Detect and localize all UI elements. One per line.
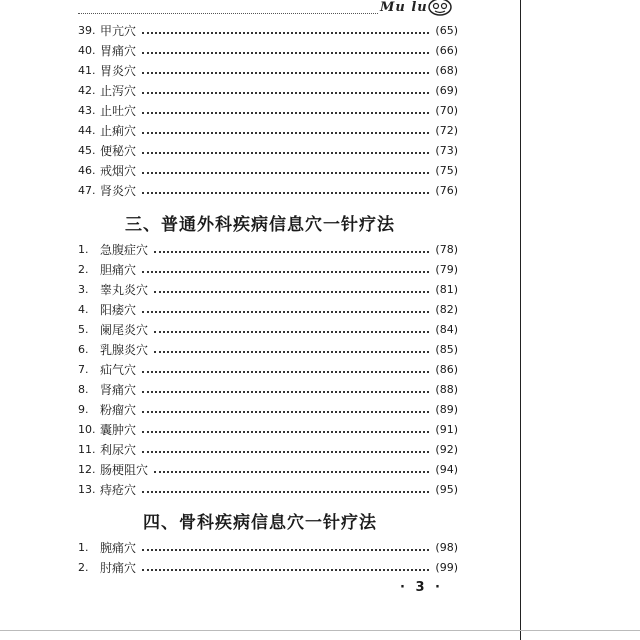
header-dotted-rule bbox=[78, 13, 378, 14]
entry-title: 粉瘤穴 bbox=[100, 402, 137, 417]
toc-entry[interactable] bbox=[78, 260, 458, 278]
toc-entry[interactable] bbox=[78, 460, 458, 478]
entry-page: (72) bbox=[435, 123, 458, 137]
dot-leader bbox=[142, 72, 429, 74]
entry-number: 43. bbox=[78, 103, 96, 117]
running-header-label: Mu lu bbox=[380, 0, 428, 15]
entry-title: 腕痛穴 bbox=[100, 540, 137, 555]
dot-leader bbox=[142, 132, 429, 134]
toc-entry[interactable] bbox=[78, 300, 458, 318]
entry-page: (91) bbox=[435, 422, 458, 436]
entry-title: 胆痛穴 bbox=[100, 262, 137, 277]
entry-number: 2. bbox=[78, 262, 89, 276]
entry-title: 利尿穴 bbox=[100, 442, 137, 457]
section-heading: 四、骨科疾病信息穴一针疗法 bbox=[143, 513, 377, 533]
toc-entry[interactable] bbox=[78, 538, 458, 556]
toc-entry[interactable] bbox=[78, 181, 458, 199]
entry-page: (86) bbox=[435, 362, 458, 376]
dot-leader bbox=[142, 172, 429, 174]
dot-leader bbox=[142, 491, 429, 493]
dot-leader bbox=[154, 291, 429, 293]
toc-entry[interactable] bbox=[78, 21, 458, 39]
entry-title: 便秘穴 bbox=[100, 143, 137, 158]
entry-number: 1. bbox=[78, 540, 89, 554]
entry-page: (95) bbox=[435, 482, 458, 496]
dot-leader bbox=[142, 391, 429, 393]
entry-title: 胃炎穴 bbox=[100, 63, 137, 78]
entry-title: 乳腺炎穴 bbox=[100, 342, 149, 357]
dot-leader bbox=[142, 271, 429, 273]
entry-number: 13. bbox=[78, 482, 96, 496]
entry-number: 11. bbox=[78, 442, 96, 456]
toc-entry[interactable] bbox=[78, 121, 458, 139]
entry-title: 肠梗阻穴 bbox=[100, 462, 149, 477]
entry-number: 41. bbox=[78, 63, 96, 77]
dot-leader bbox=[154, 331, 429, 333]
entry-title: 止吐穴 bbox=[100, 103, 137, 118]
entry-number: 5. bbox=[78, 322, 89, 336]
entry-number: 3. bbox=[78, 282, 89, 296]
toc-entry[interactable] bbox=[78, 400, 458, 418]
toc-entry[interactable] bbox=[78, 480, 458, 498]
entry-page: (94) bbox=[435, 462, 458, 476]
dot-leader bbox=[142, 311, 429, 313]
publisher-logo-icon bbox=[427, 0, 453, 16]
entry-number: 8. bbox=[78, 382, 89, 396]
toc-entry[interactable] bbox=[78, 360, 458, 378]
dot-leader bbox=[142, 569, 429, 571]
entry-title: 痔疮穴 bbox=[100, 482, 137, 497]
page-number: · 3 · bbox=[400, 580, 443, 595]
entry-number: 12. bbox=[78, 462, 96, 476]
entry-page: (68) bbox=[435, 63, 458, 77]
entry-page: (70) bbox=[435, 103, 458, 117]
entry-number: 44. bbox=[78, 123, 96, 137]
toc-entry[interactable] bbox=[78, 320, 458, 338]
dot-leader bbox=[154, 351, 429, 353]
dot-leader bbox=[142, 411, 429, 413]
toc-entry[interactable] bbox=[78, 41, 458, 59]
entry-title: 肘痛穴 bbox=[100, 560, 137, 575]
entry-title: 睾丸炎穴 bbox=[100, 282, 149, 297]
dot-leader bbox=[142, 32, 429, 34]
entry-page: (85) bbox=[435, 342, 458, 356]
entry-number: 1. bbox=[78, 242, 89, 256]
toc-entry[interactable] bbox=[78, 380, 458, 398]
entry-page: (75) bbox=[435, 163, 458, 177]
entry-page: (78) bbox=[435, 242, 458, 256]
dot-leader bbox=[142, 451, 429, 453]
entry-number: 39. bbox=[78, 23, 96, 37]
entry-page: (76) bbox=[435, 183, 458, 197]
page-edge-rule bbox=[520, 0, 521, 640]
entry-page: (99) bbox=[435, 560, 458, 574]
dot-leader bbox=[142, 92, 429, 94]
entry-page: (81) bbox=[435, 282, 458, 296]
entry-title: 胃痛穴 bbox=[100, 43, 137, 58]
entry-page: (84) bbox=[435, 322, 458, 336]
toc-entry[interactable] bbox=[78, 101, 458, 119]
toc-entry[interactable] bbox=[78, 340, 458, 358]
entry-page: (98) bbox=[435, 540, 458, 554]
entry-number: 45. bbox=[78, 143, 96, 157]
entry-title: 肾炎穴 bbox=[100, 183, 137, 198]
toc-entry[interactable] bbox=[78, 161, 458, 179]
entry-page: (92) bbox=[435, 442, 458, 456]
entry-page: (73) bbox=[435, 143, 458, 157]
entry-number: 40. bbox=[78, 43, 96, 57]
toc-entry[interactable] bbox=[78, 440, 458, 458]
entry-title: 疝气穴 bbox=[100, 362, 137, 377]
entry-number: 6. bbox=[78, 342, 89, 356]
bottom-edge-rule bbox=[0, 630, 640, 631]
entry-title: 戒烟穴 bbox=[100, 163, 137, 178]
section-heading: 三、普通外科疾病信息穴一针疗法 bbox=[125, 215, 395, 235]
toc-entry[interactable] bbox=[78, 240, 458, 258]
entry-page: (79) bbox=[435, 262, 458, 276]
toc-entry[interactable] bbox=[78, 280, 458, 298]
entry-number: 2. bbox=[78, 560, 89, 574]
toc-entry[interactable] bbox=[78, 420, 458, 438]
dot-leader bbox=[142, 549, 429, 551]
toc-entry[interactable] bbox=[78, 141, 458, 159]
dot-leader bbox=[142, 52, 429, 54]
entry-number: 10. bbox=[78, 422, 96, 436]
entry-page: (65) bbox=[435, 23, 458, 37]
dot-leader bbox=[142, 192, 429, 194]
entry-number: 47. bbox=[78, 183, 96, 197]
entry-title: 急腹症穴 bbox=[100, 242, 149, 257]
dot-leader bbox=[154, 471, 429, 473]
entry-title: 囊肿穴 bbox=[100, 422, 137, 437]
entry-page: (89) bbox=[435, 402, 458, 416]
dot-leader bbox=[142, 112, 429, 114]
toc-entry[interactable] bbox=[78, 558, 458, 576]
dot-leader bbox=[142, 371, 429, 373]
entry-number: 9. bbox=[78, 402, 89, 416]
entry-page: (66) bbox=[435, 43, 458, 57]
toc-entry[interactable] bbox=[78, 61, 458, 79]
entry-page: (82) bbox=[435, 302, 458, 316]
entry-number: 4. bbox=[78, 302, 89, 316]
entry-number: 7. bbox=[78, 362, 89, 376]
entry-page: (88) bbox=[435, 382, 458, 396]
entry-title: 甲亢穴 bbox=[100, 23, 137, 38]
entry-title: 止泻穴 bbox=[100, 83, 137, 98]
toc-entry[interactable] bbox=[78, 81, 458, 99]
dot-leader bbox=[154, 251, 429, 253]
entry-title: 止痢穴 bbox=[100, 123, 137, 138]
dot-leader bbox=[142, 152, 429, 154]
entry-page: (69) bbox=[435, 83, 458, 97]
entry-number: 42. bbox=[78, 83, 96, 97]
entry-title: 肾痛穴 bbox=[100, 382, 137, 397]
entry-title: 阑尾炎穴 bbox=[100, 322, 149, 337]
entry-title: 阳痿穴 bbox=[100, 302, 137, 317]
dot-leader bbox=[142, 431, 429, 433]
entry-number: 46. bbox=[78, 163, 96, 177]
